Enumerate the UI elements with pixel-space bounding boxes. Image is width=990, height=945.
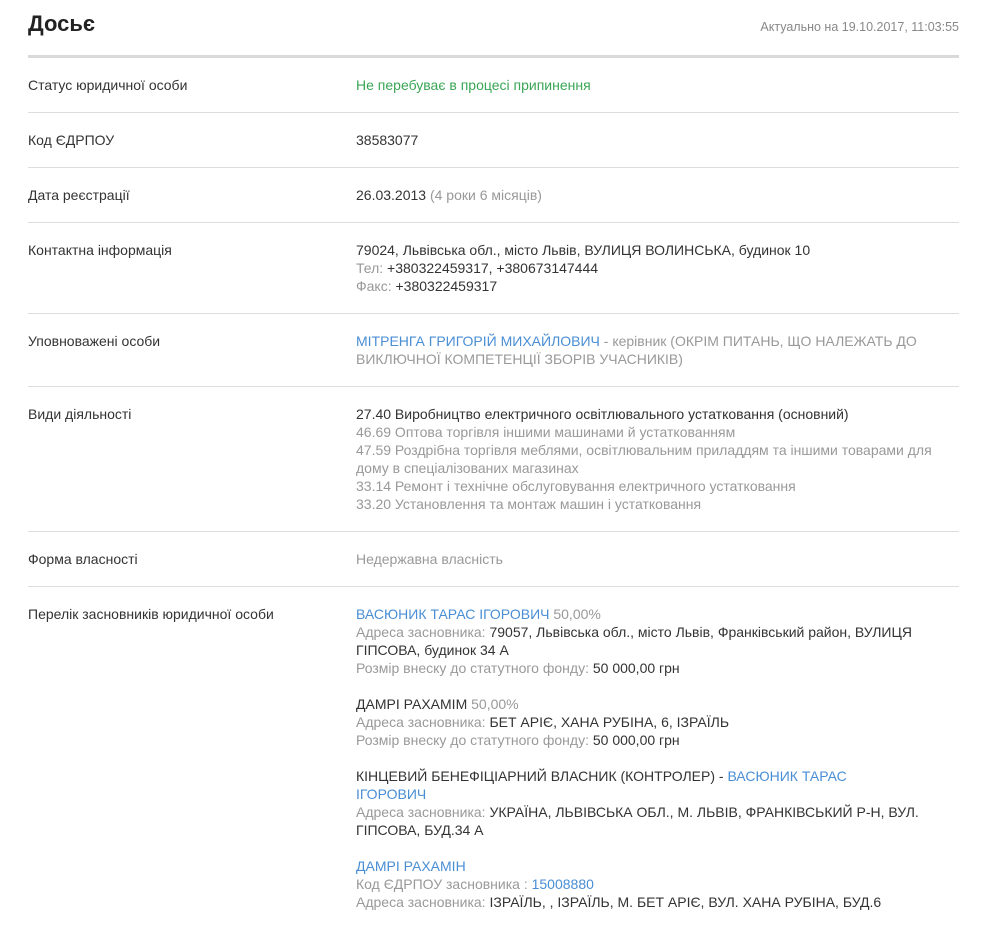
phone-value: +380322459317, +380673147444 (387, 260, 599, 276)
founder-1-contribution-line (356, 659, 956, 677)
founder-2-contribution-line (356, 731, 956, 749)
beneficiary-link-line-2[interactable]: ІГОРОВИЧ (356, 786, 427, 802)
activity-primary: 27.40 Виробництво електричного освітлювального устатковання (основний) (356, 406, 849, 422)
row-divider (28, 167, 959, 168)
contacts-address: 79024, Львівська обл., місто Львів, ВУЛИЦЯ ВОЛИНСЬКА, будинок 10 (356, 242, 811, 258)
founders-label: Перелік засновників юридичної особи (28, 606, 274, 622)
founder-1-contribution: 50 000,00 грн (592, 660, 680, 676)
contribution-label: Розмір внеску до статутного фонду: (356, 732, 589, 748)
beneficiary-link[interactable]: ВАСЮНИК ТАРАС (727, 768, 847, 784)
beneficiary-address-line (356, 803, 956, 821)
contacts-phone-line (356, 259, 956, 277)
founder-1-address: 79057, Львівська обл., місто Львів, Франківський район, ВУЛИЦЯ (489, 624, 912, 640)
ownership-value: Недержавна власність (356, 551, 503, 567)
registration-label: Дата реєстрації (28, 187, 130, 203)
founder-4-code-line (356, 875, 956, 893)
founder-4-link[interactable]: ДАМРІ РАХАМІН (356, 858, 466, 874)
founder-4-address-line (356, 893, 956, 911)
row-divider (28, 531, 959, 532)
authorized-value (356, 332, 956, 368)
founder-2-share: 50,00% (471, 696, 519, 712)
ownership-label: Форма власності (28, 551, 138, 567)
authorized-line-1 (356, 332, 956, 350)
founder-4-code-link[interactable]: 15008880 (531, 876, 594, 892)
founder-4-code-label: Код ЄДРПОУ засновника : (356, 876, 528, 892)
authorized-person-link[interactable]: МІТРЕНГА ГРИГОРІЙ МИХАЙЛОВИЧ (356, 333, 600, 349)
founder-1-link[interactable]: ВАСЮНИК ТАРАС ІГОРОВИЧ (356, 606, 550, 622)
founders-value (356, 605, 956, 911)
contribution-label: Розмір внеску до статутного фонду: (356, 660, 589, 676)
contacts-value (356, 241, 956, 295)
founder-1-name-line (356, 605, 956, 623)
founder-2-name-line (356, 695, 956, 713)
header-divider (28, 55, 959, 58)
founder-2-address-line (356, 713, 956, 731)
address-label: Адреса засновника: (356, 714, 486, 730)
activity-item: 47.59 Роздрібна торгівля меблями, освітлювальним приладдям та іншими товарами для (356, 442, 932, 458)
activities-label: Види діяльності (28, 406, 132, 422)
page-title: Досьє (28, 11, 95, 36)
edrpou-label: Код ЄДРПОУ (28, 132, 115, 148)
founder-4-address: ІЗРАЇЛЬ, , ІЗРАЇЛЬ, М. БЕТ АРІЄ, ВУЛ. ХАНА РУБІНА, БУД.6 (489, 894, 882, 910)
activity-item: 46.69 Оптова торгівля іншими машинами й устаткованням (356, 424, 736, 440)
address-label: Адреса засновника: (356, 804, 486, 820)
activity-item: 33.20 Установлення та монтаж машин і устатковання (356, 496, 702, 512)
beneficiary-address: УКРАЇНА, ЛЬВІВСЬКА ОБЛ., М. ЛЬВІВ, ФРАНКІВСЬКИЙ Р-Н, ВУЛ. (489, 804, 919, 820)
activity-item: 33.14 Ремонт і технічне обслуговування електричного устатковання (356, 478, 796, 494)
founder-1-share: 50,00% (553, 606, 601, 622)
founder-2-address: БЕТ АРІЄ, ХАНА РУБІНА, 6, ІЗРАЇЛЬ (489, 714, 729, 730)
phone-label: Тел: (356, 260, 384, 276)
authorized-line-2: ВИКЛЮЧНОЇ КОМПЕТЕНЦІЇ ЗБОРІВ УЧАСНИКІВ) (356, 351, 683, 367)
founder-1-address-line-2: ГІПСОВА, будинок 34 А (356, 642, 509, 658)
row-divider (28, 112, 959, 113)
fax-value: +380322459317 (395, 278, 498, 294)
fax-label: Факс: (356, 278, 392, 294)
edrpou-value: 38583077 (356, 132, 419, 148)
authorized-role: - керівник (ОКРІМ ПИТАНЬ, ЩО НАЛЕЖАТЬ ДО (599, 333, 917, 349)
contacts-label: Контактна інформація (28, 242, 172, 258)
registration-age: (4 роки 6 місяців) (429, 187, 542, 203)
updated-timestamp: Актуально на 19.10.2017, 11:03:55 (760, 20, 959, 34)
registration-date: 26.03.2013 (356, 187, 427, 203)
contacts-fax-line (356, 277, 956, 295)
authorized-label: Уповноважені особи (28, 333, 161, 349)
status-value: Не перебуває в процесі припинення (356, 77, 591, 93)
beneficiary-prefix: КІНЦЕВИЙ БЕНЕФІЦІАРНИЙ ВЛАСНИК (КОНТРОЛЕР) - (356, 768, 724, 784)
beneficiary-line-1 (356, 767, 956, 785)
founder-1-address-line (356, 623, 956, 641)
founder-2-contribution: 50 000,00 грн (592, 732, 680, 748)
founder-2-name: ДАМРІ РАХАМІМ (356, 696, 468, 712)
row-divider (28, 386, 959, 387)
address-label: Адреса засновника: (356, 894, 486, 910)
row-divider (28, 313, 959, 314)
activity-item: дому в спеціалізованих магазинах (356, 460, 579, 476)
activities-value (356, 405, 956, 513)
row-divider (28, 586, 959, 587)
status-label: Статус юридичної особи (28, 77, 188, 93)
address-label: Адреса засновника: (356, 624, 486, 640)
beneficiary-address-line-2: ГІПСОВА, БУД.34 А (356, 822, 484, 838)
row-divider (28, 222, 959, 223)
registration-value (356, 186, 956, 204)
